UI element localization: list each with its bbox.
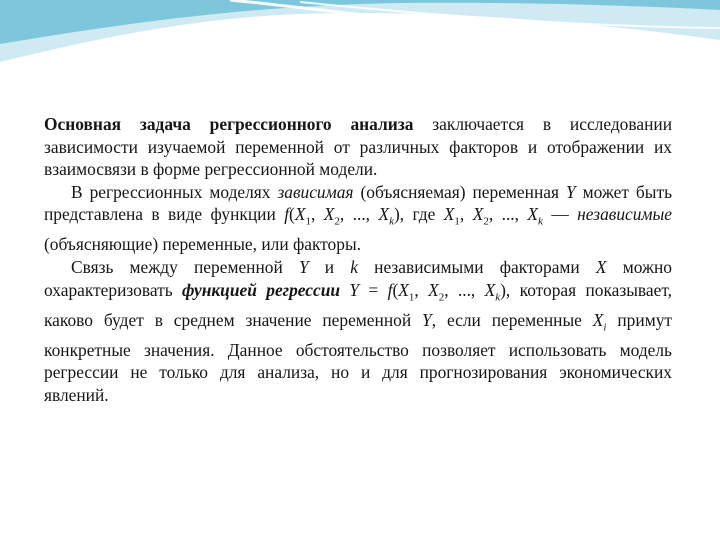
subscript: 1 — [454, 215, 460, 228]
bold-italic-run: функцией регрессии — [182, 279, 341, 300]
text-run: , — [459, 204, 473, 225]
italic-run: X — [443, 204, 455, 225]
subscript: k — [389, 215, 394, 228]
italic-run: независимые — [577, 204, 673, 225]
text-run: Связь между переменной — [71, 257, 299, 278]
text-run: независимыми факторами — [358, 257, 596, 278]
italic-run: f — [387, 279, 393, 300]
paragraph-2 — [44, 181, 672, 256]
subscript: 2 — [438, 291, 445, 304]
paragraph-3 — [44, 256, 672, 407]
text-run: = — [359, 279, 388, 300]
italic-run: X — [472, 204, 484, 225]
body-text — [44, 113, 672, 407]
italic-run: X — [323, 204, 335, 225]
italic-run: Y — [422, 309, 432, 330]
text-run: , — [414, 279, 429, 300]
bold-run: Основная задача регрессионного анализа — [44, 114, 414, 134]
text-run: , ..., — [488, 204, 528, 225]
text-run: — — [542, 204, 578, 225]
subscript: k — [538, 215, 543, 228]
text-run: и — [308, 257, 351, 278]
text-run: ), где — [393, 204, 444, 225]
italic-run: Y — [565, 181, 576, 202]
text-run: примут конкретные значения. Данное обстоятельство позволяет использовать модель регрессии не только для анализа, но и для прогнозирования экономических явлений. — [44, 309, 672, 405]
text-run: может быть представлена в виде функции — [44, 181, 672, 225]
subscript: 2 — [483, 215, 489, 228]
subscript: 2 — [334, 215, 340, 228]
subscript: 1 — [408, 291, 415, 304]
subscript: i — [603, 321, 607, 334]
italic-run: k — [350, 257, 359, 278]
paragraph-1 — [44, 113, 672, 181]
subscript: 1 — [305, 215, 311, 228]
italic-run: зависимая — [277, 181, 354, 202]
italic-run: X — [428, 279, 439, 300]
italic-run: X — [294, 204, 306, 225]
italic-run: X — [592, 309, 604, 330]
text-run: ( — [289, 204, 295, 225]
italic-run: f — [284, 204, 290, 225]
text-run: (объясняющие) переменные, или факторы. — [44, 234, 361, 255]
text-run: ), которая показывает, каково будет в среднем значение переменной — [44, 279, 672, 330]
italic-run: X — [527, 204, 539, 225]
text-run: , ..., — [444, 279, 485, 300]
italic-run: X — [484, 279, 496, 300]
italic-run: X — [595, 257, 607, 278]
subscript: k — [495, 291, 501, 304]
text-run: можно охарактеризовать — [44, 257, 672, 300]
italic-run: X — [398, 279, 409, 300]
text-run: (объясняемая) переменная — [353, 181, 566, 202]
text-run: , если переменные — [431, 309, 593, 330]
text-run: , ..., — [339, 204, 379, 225]
header-wave-decoration — [0, 0, 720, 110]
text-run: ( — [392, 279, 399, 300]
text-run: заключается в исследовании зависимости изучаемой переменной от различных факторов и отображении их взаимосвязи в форме регрессионной модели. — [44, 114, 672, 180]
text-run: , — [310, 204, 324, 225]
italic-run: Y — [298, 257, 309, 278]
text-run: В регрессионных моделях — [71, 181, 278, 202]
italic-run: X — [378, 204, 390, 225]
italic-run: Y — [349, 279, 360, 300]
